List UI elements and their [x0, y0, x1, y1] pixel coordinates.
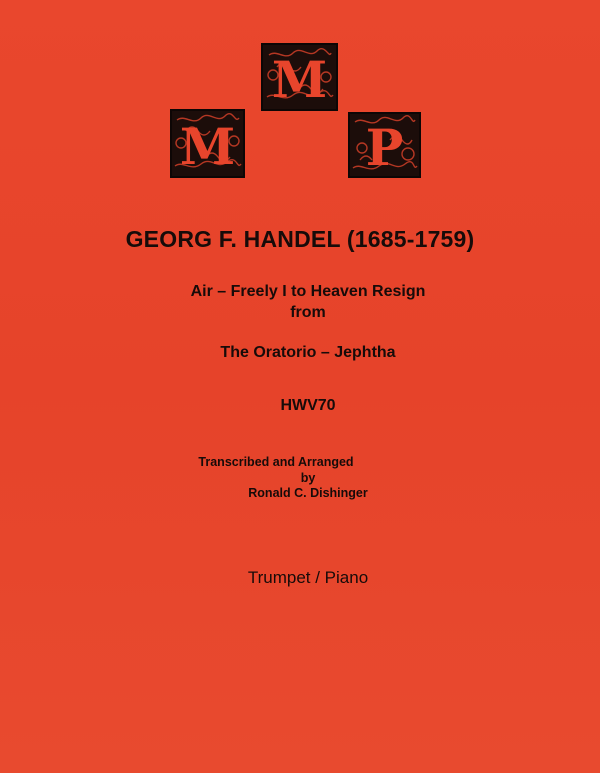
piece-title: Air – Freely I to Heaven Resign	[190, 283, 426, 300]
by-label: by	[300, 471, 316, 485]
arranger-name: Ronald C. Dishinger	[248, 486, 368, 500]
svg-text:P: P	[365, 118, 404, 176]
oratorio-title: The Oratorio – Jephtha	[220, 344, 396, 361]
from-label: from	[290, 304, 326, 321]
instrumentation: Trumpet / Piano	[247, 568, 369, 587]
publisher-logo-m-top	[261, 43, 338, 111]
publisher-logo-m-left	[170, 109, 245, 178]
catalog-number: HWV70	[280, 397, 336, 414]
svg-text:M: M	[271, 50, 328, 109]
transcribed-label: Transcribed and Arranged	[198, 455, 354, 469]
svg-text:M: M	[179, 117, 236, 176]
composer-heading: GEORG F. HANDEL (1685-1759)	[125, 226, 475, 252]
publisher-logo-p-right	[348, 112, 421, 178]
